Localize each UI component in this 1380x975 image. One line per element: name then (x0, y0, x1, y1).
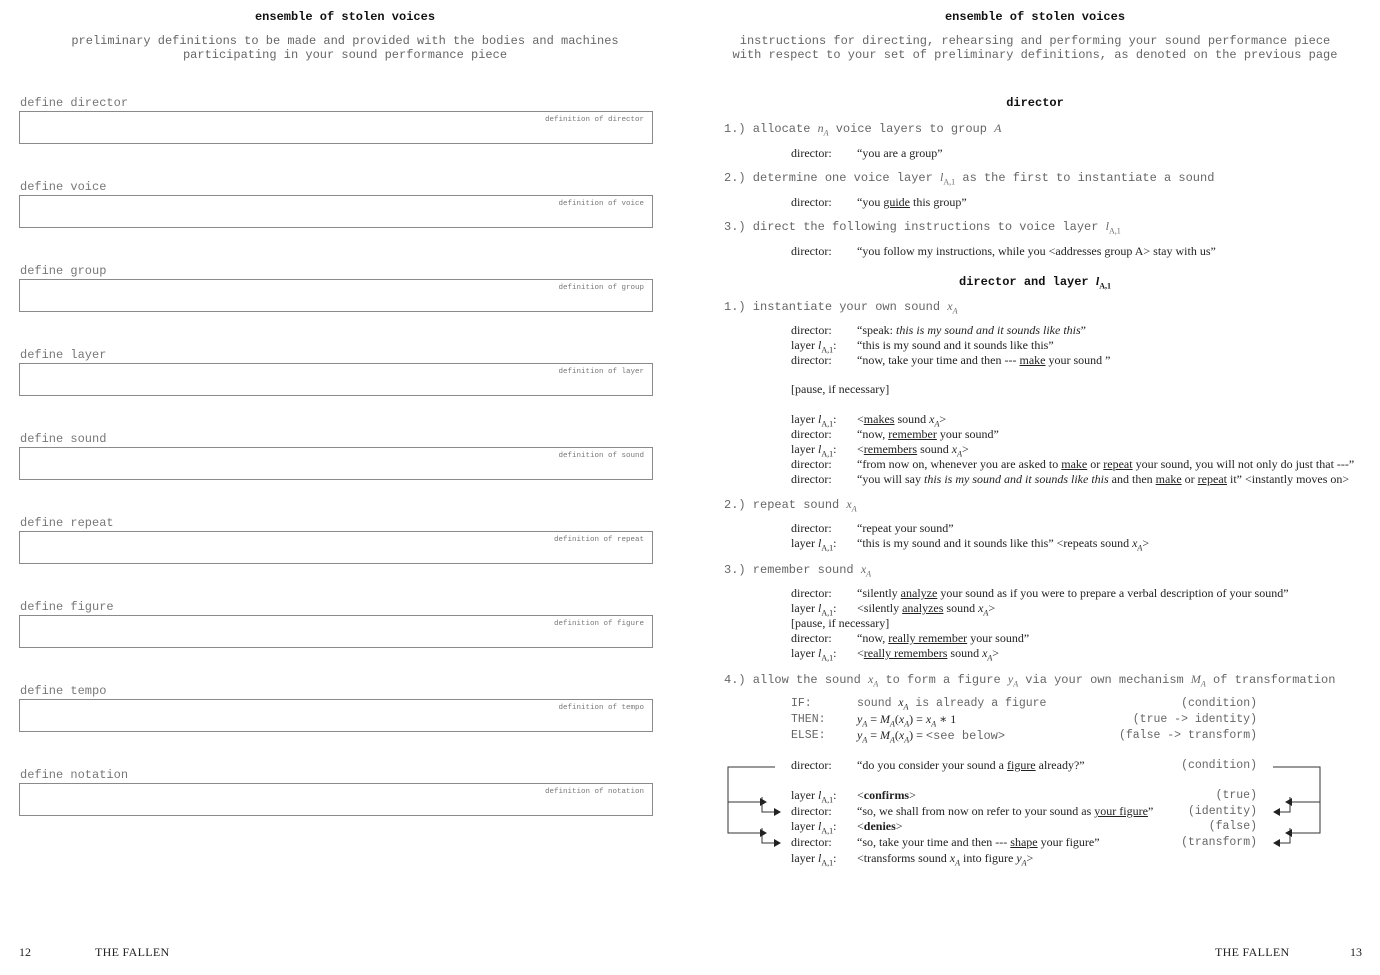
step-direct: 3.) direct the following instructions to voice layer $l_{A,1}$ (724, 219, 1121, 236)
flow-true-annotation: (true) (1215, 789, 1257, 802)
define-notation-label: define notation (20, 768, 129, 782)
step-determine: 2.) determine one voice layer $l_{A,1}$ as the first to instantiate a sound (724, 170, 1215, 187)
left-arrow-line (762, 828, 774, 843)
left-arrow-line (728, 802, 760, 833)
right-title: ensemble of stolen voices (944, 10, 1126, 24)
right-page: ensemble of stolen voices instructions for directing, rehearsing and performing your sound performance piece with respect to your set of preliminary definitions, as denoted on the previous page director 1.) allocate $n_A$ voice layers to group A director: “you are a group” 2.) determine one voice layer $l_{A,1}$ as the first to instantiate a sound director: “you guide this group” 3.) direct the following instructions to voice layer $l_{A,1}$ director: “you follow my instructions, while you <addresses group A> stay with us” director and layer $l_{A,1}$ 1.) instantiate your own sound $x_A$ director: “speak: this is my sound and it sounds like this” layer $l_{A,1}$: “this is my sound and it sounds like this” director: “now, take your time and then --- make your sound ” [pause, if necessary] layer $l_{A,1}$: <makes sound $x_A>$ director: “now, remember your sound” layer $l_{A,1}$: <remembers sound $x_A>$ director: “from now on, whenever you are asked to make or repeat your sound, you will not only do just that ---” director: “you will say this is my sound and it sounds like this and then make or repeat it” <instantly moves on> 2.) repeat sound $x_A$ director: “repeat your sound” layer $l_{A,1}$: “this is my sound and it sounds like this” <repeats sound $x_A>$ 3.) remember sound $x_A$ director: “silently analyze your sound as if you were to prepare a verbal description of your sound” layer $l_{A,1}$: <silently analyzes sound $x_A>$ [pause, if necessary] director: “now, really remember your sound” layer $l_{A,1}$: <really remembers sound $x_A>$ 4.) allow the sound $x_A$ to form a figure $y_A$ via your own mechanism $M_A$ of transformation IF: sound $x_A$ is already a figure (condition) THEN: $y_A = M_A(x_A) = x_A$ ∗ 1 (true -> identity) ELSE: $y_A = M_A(x_A) = <see$ below> (false -> transform) director: “do you consider your sound a figure already?” (condition) layer $l_{A,1}$: <confirms> (true) director: “so, we shall from now on refer to your sound as your figure” (identity) layer $l_{A,1}$: <denies> (false) director: “so, take your time and then --- shape your figure” (transform) layer $l_{A,1}$: <transforms sound $x_A$ into figure $y_A>$ THE FALLEN 13 (690, 0, 1380, 975)
page-number: 13 (1350, 945, 1362, 959)
flow-false-annotation: (false) (1208, 820, 1257, 833)
define-repeat-label: define repeat (20, 516, 114, 530)
if-annotation: (condition) (1181, 697, 1257, 710)
definition-group-field[interactable] (19, 279, 653, 312)
left-subtitle (0, 34, 690, 62)
right-arrow-line (1280, 828, 1290, 843)
definition-hint: definition of notation (544, 788, 644, 796)
define-director-label: define director (20, 96, 129, 110)
definition-hint: definition of sound (558, 452, 644, 460)
definition-hint: definition of voice (558, 200, 644, 208)
definition-tempo-field[interactable] (19, 699, 653, 732)
if-label: IF: (791, 697, 812, 710)
definition-hint: definition of tempo (558, 704, 644, 712)
define-sound-label: define sound (20, 432, 107, 446)
right-arrow-line (1292, 802, 1320, 833)
left-title: ensemble of stolen voices (254, 10, 436, 24)
definition-hint: definition of layer (558, 368, 644, 376)
definition-hint: definition of group (558, 284, 644, 292)
definition-notation-field[interactable] (19, 783, 653, 816)
pause-note: [pause, if necessary] (791, 382, 890, 396)
else-label: ELSE: (791, 729, 826, 742)
define-layer-label: define layer (20, 348, 107, 362)
section-heading-director-and-layer: director and layer $l_{A,1}$ (959, 274, 1111, 291)
definition-sound-field[interactable] (19, 447, 653, 480)
step-instantiate: 1.) instantiate your own sound $x_A$ (724, 299, 958, 316)
definition-hint: definition of director (544, 116, 644, 124)
else-equation: $y_A = M_A(x_A) = <see$ below> (857, 728, 1006, 745)
left-subtitle-line-2: participating in your sound performance piece (182, 48, 508, 62)
then-label: THEN: (791, 713, 826, 726)
right-subtitle-line-1: instructions for directing, rehearsing and performing your sound performance piece (739, 34, 1331, 48)
step-remember: 3.) remember sound $x_A$ (724, 562, 872, 579)
pause-note: [pause, if necessary] (791, 616, 890, 630)
flow-condition-annotation: (condition) (1181, 759, 1257, 772)
left-arrow-line (728, 767, 775, 802)
running-footer: THE FALLEN (1215, 945, 1290, 959)
arrow-head-icon (1285, 829, 1292, 837)
section-heading-director: director (1006, 96, 1064, 110)
left-arrow-line (762, 797, 774, 812)
define-group-label: define group (20, 264, 107, 278)
arrow-head-icon (1285, 798, 1292, 806)
arrow-head-icon (774, 808, 781, 816)
right-arrow-line (1273, 767, 1320, 802)
else-annotation: (false -> transform) (1118, 729, 1257, 742)
definition-voice-field[interactable] (19, 195, 653, 228)
define-figure-label: define figure (20, 600, 114, 614)
flow-arrows-diagram (690, 0, 1380, 975)
definition-repeat-field[interactable] (19, 531, 653, 564)
flow-transform-annotation: (transform) (1181, 836, 1257, 849)
right-subtitle-line-2: with respect to your set of preliminary definitions, as denoted on the previous page (732, 48, 1338, 62)
left-subtitle-line-1: preliminary definitions to be made and provided with the bodies and machines (71, 34, 619, 48)
definition-layer-field[interactable] (19, 363, 653, 396)
arrow-head-icon (1273, 839, 1280, 847)
then-annotation: (true -> identity) (1132, 713, 1257, 726)
page-number: 12 (19, 945, 31, 959)
define-tempo-label: define tempo (20, 684, 107, 698)
arrow-head-icon (774, 839, 781, 847)
running-footer: THE FALLEN (95, 945, 170, 959)
right-arrow-line (1280, 797, 1290, 812)
definition-director-field[interactable] (19, 111, 653, 144)
step-allow-figure: 4.) allow the sound $x_A$ to form a figure $y_A$ via your own mechanism $M_A$ of transformation (724, 672, 1336, 689)
define-voice-label: define voice (20, 180, 107, 194)
definition-figure-field[interactable] (19, 615, 653, 648)
arrow-head-icon (760, 798, 767, 806)
if-text: sound $x_A$ is already a figure (857, 697, 1047, 712)
definition-hint: definition of repeat (553, 536, 644, 544)
definition-hint: definition of figure (553, 620, 644, 628)
arrow-head-icon (1273, 808, 1280, 816)
step-allocate: 1.) allocate $n_A$ voice layers to group A (724, 121, 1002, 138)
arrow-head-icon (760, 829, 767, 837)
flow-identity-annotation: (identity) (1187, 805, 1257, 818)
step-repeat: 2.) repeat sound $x_A$ (724, 497, 857, 514)
then-equation: $y_A = M_A(x_A) = x_A$ ∗ 1 (857, 712, 957, 729)
